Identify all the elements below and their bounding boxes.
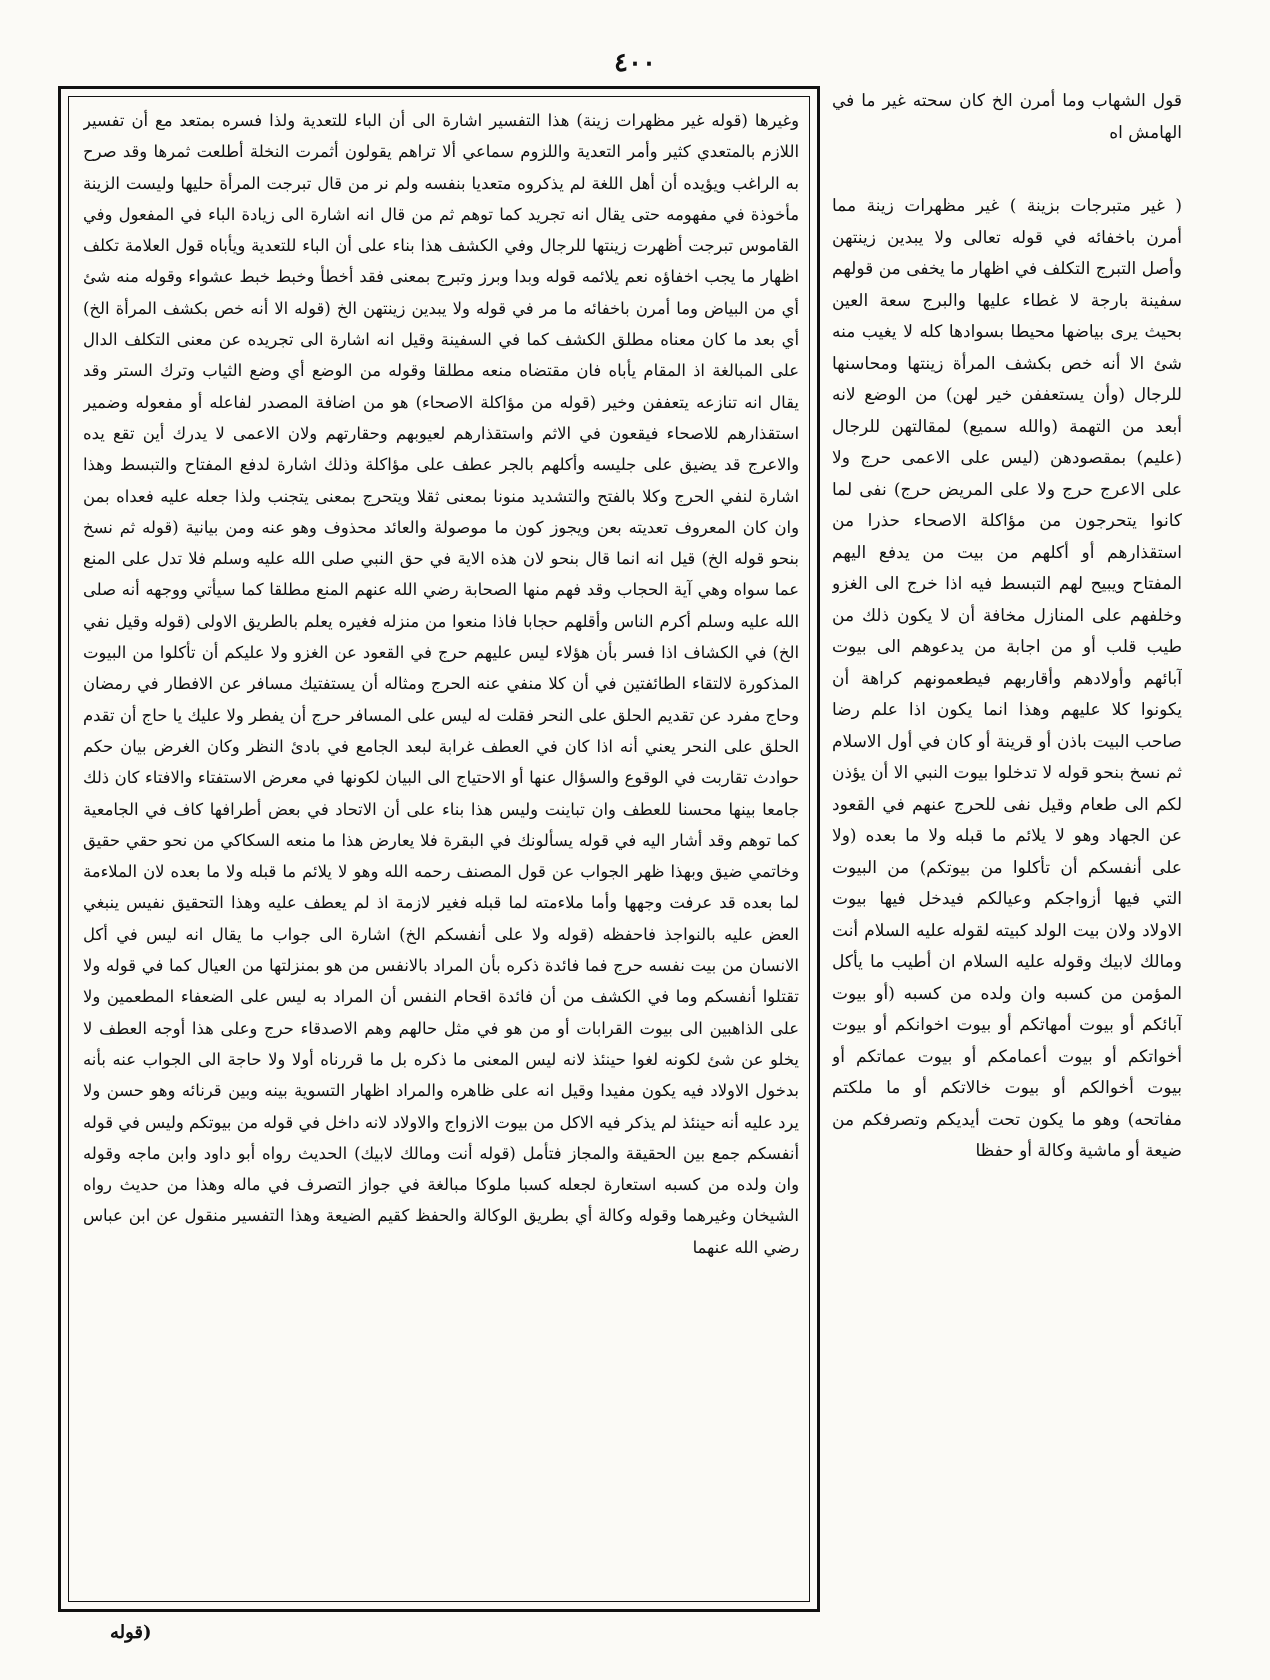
catchword: (قوله (110, 1622, 152, 1643)
main-text-inner-border (68, 96, 810, 1602)
main-text-frame (58, 86, 820, 1612)
marginal-top-note: قول الشهاب وما أمرن الخ كان سحته غير ما في الهامش اه (832, 91, 1182, 143)
marginal-paragraph: ( غير متبرجات بزينة ) غير مظهرات زينة مما أمرن باخفائه في قوله تعالى ولا يبدين زينتهن وأصل التبرج التكلف في اظهار ما يخفى من قولهم سفينة بارجة لا غطاء عليها والبرج سعة العين بحيث يرى بياضها محيطا بسوادها كله لا يغيب منه شئ الا أنه خص بكشف المرأة زينتها ومحاسنها للرجال (وأن يستعففن خير لهن) من الوضع لانه أبعد من التهمة (والله سميع) لمقالتهن للرجال (عليم) بمقصودهن (ليس على الاعمى حرج ولا على الاعرج حرج ولا على المريض حرج) نفى لما كانوا يتحرجون من مؤاكلة الاصحاء حذرا من استقذارهم أو أكلهم من بيت من يدفع اليهم المفتاح ويبيح لهم التبسط فيه اذا خرج الى الغزو وخلفهم على المنازل مخافة أن لا يكون ذلك من طيب قلب أو من اجابة من يدعوهم الى بيوت آبائهم وأولادهم وأقاربهم فيطعمونهم كراهة أن يكونوا كلا عليهم وهذا انما يكون اذا علم رضا صاحب البيت باذن أو قرينة أو كان في أول الاسلام ثم نسخ بنحو قوله لا تدخلوا بيوت النبي الا أن يؤذن لكم الى طعام وقيل نفى للحرج عنهم في القعود عن الجهاد وهو لا يلائم ما قبله ولا ما بعده (ولا على أنفسكم أن تأكلوا من بيوتكم) من البيوت التي فيها أزواجكم وعيالكم فيدخل فيها بيوت الاولاد ولان بيت الولد كبيته لقوله عليه السلام أنت ومالك لابيك وقوله عليه السلام ان أطيب ما يأكل المؤمن من كسبه وان ولده من كسبه (أو بيوت آبائكم أو بيوت أمهاتكم أو بيوت اخوانكم أو بيوت أخواتكم أو بيوت أعمامكم أو بيوت عماتكم أو بيوت أخوالكم أو بيوت خالاتكم أو ما ملكتم مفاتحه) وهو ما يكون تحت أيديكم وتصرفكم من ضيعة أو ماشية وكالة أو حفظا (832, 196, 1182, 1161)
marginal-commentary-column (832, 86, 1182, 1446)
main-commentary-column (83, 105, 799, 1593)
main-paragraph: وغيرها (قوله غير مظهرات زينة) هذا التفسير اشارة الى أن الباء للتعدية ولذا فسره بمتعد مع أن تفسير اللازم بالمتعدي كثير وأمر التعدية واللزوم سماعي ألا تراهم يقولون أثمرت النخلة أطلعت ثمرها وقد صرح به الراغب ويؤيده أن أهل اللغة لم يذكروه متعديا بنفسه ولم نر من قال تبرجت المرأة حليها وليست الزينة مأخوذة في مفهومه حتى يقال انه تجريد كما توهم ثم من قال انه اشارة الى زيادة الباء في المفعول وفي القاموس تبرجت أظهرت زينتها للرجال وفي الكشف هذا بناء على أن الباء للتعدية ويأباه قول العلامة تكلف اظهار ما يجب اخفاؤه نعم يلائمه قوله وبدا وبرز وتبرج بمعنى فقد أخطأ وخبط خبط عشواء وقوله منه شئ أي من البياض وما أمرن باخفائه ما مر في قوله ولا يبدين زينتهن الخ (قوله الا أنه خص بكشف المرأة الخ) أي بعد ما كان معناه مطلق الكشف كما في السفينة وقيل انه اشارة الى تجريده عن معنى التكلف الدال على المبالغة اذ المقام يأباه فان مقتضاه منعه مطلقا وقوله من الوضع أي وضع الثياب وترك الستر وقد يقال انه تنازعه يتعففن وخير (قوله من مؤاكلة الاصحاء) هو من اضافة المصدر لفاعله أو مفعوله وضمير استقذارهم للاصحاء فيقعون في الاثم واستقذارهم لعيوبهم وحقارتهم ولان الاعمى لا يدرك أين تقع يده والاعرج قد يضيق على جليسه وأكلهم بالجر عطف على مؤاكلة وذلك اشارة لدفع المفتاح والتبسط وهذا اشارة لنفي الحرج وكلا بالفتح والتشديد منونا بمعنى ثقلا ويتحرج بمعنى يتجنب ولذا جعله عليه فعداه بمن وان كان المعروف تعديته بعن ويجوز كون ما موصولة والعائد محذوف وهو عنه ومن بيانية (قوله ثم نسخ بنحو قوله الخ) قيل انه انما قال بنحو لان هذه الاية في حق النبي صلى الله عليه وسلم فلا تدل على المنع عما سواه وهي آية الحجاب وقد فهم منها الصحابة رضي الله عنهم المنع مطلقا كما سيأتي ووجهه أنه صلى الله عليه وسلم أكرم الناس وأقلهم حجابا فاذا منعوا من منزله فغيره يعلم بالطريق الاولى (قوله وقيل نفي الخ) في الكشاف اذا فسر بأن هؤلاء ليس عليهم حرج في القعود عن الغزو ولا عليكم أن تأكلوا من البيوت المذكورة لالتقاء الطائفتين في أن كلا منفي عنه الحرج ومثاله أن يستفتيك مسافر عن الافطار في رمضان وحاج مفرد عن تقديم الحلق على النحر فقلت له ليس على المسافر حرج أن يفطر ولا عليك يا حاج أن تقدم الحلق على النحر يعني أنه اذا كان في العطف غرابة لبعد الجامع في بادئ النظر وكان الغرض بيان حكم حوادث تقاربت في الوقوع والسؤال عنها أو الاحتياج الى البيان لكونها في معرض الاستفتاء والافتاء كان ذلك جامعا بينها محسنا للعطف وان تباينت وليس هذا بناء على أن الاتحاد في بعض أطرافها كاف في الجامعية كما توهم وقد أشار اليه في قوله يسألونك في البقرة فلا يعارض هذا ما منعه السكاكي من نحو حقي حقيق وخاتمي ضيق وبهذا ظهر الجواب عن قول المصنف رحمه الله وهو لا يلائم ما قبله ولا ما بعده لان الملاءمة لما بعده قد عرفت وجهها وأما ملاءمته لما قبله فغير لازمة اذ لم يعطف عليه وهذا التحقيق نفيس ينبغي العض عليه بالنواجذ فاحفظه (قوله ولا على أنفسكم الخ) اشارة الى جواب ما يقال انه ليس في أكل الانسان من بيت نفسه حرج فما فائدة ذكره بأن المراد بالانفس من هو بمنزلتها من العيال كما في قوله ولا تقتلوا أنفسكم وما في الكشف من أن فائدة اقحام النفس أن المراد به ليس على الضعفاء المطعمين ولا على الذاهبين الى بيوت القرابات أو من هو في مثل حالهم وهم الاصدقاء حرج وعلى هذا أوجه العطف لا يخلو عن شئ لكونه لغوا حينئذ لانه ليس المعنى ما ذكره بل ما قررناه أولا ولا حاجة الى الجواب عنه بأنه بدخول الاولاد فيه يكون مفيدا وقيل انه على ظاهره والمراد اظهار التسوية بينه وبين قرنائه وهو حسن ولا يرد عليه أنه حينئذ لم يذكر فيه الاكل من بيوت الازواج والاولاد لانه داخل في قوله من بيوتكم وليس في قوله أنفسكم جمع بين الحقيقة والمجاز فتأمل (قوله أنت ومالك لابيك) الحديث رواه أبو داود وابن ماجه وقوله وان ولده من كسبه استعارة لجعله كسبا ملوكا مبالغة في جواز التصرف في ماله وهذا من حديث رواه الشيخان وغيرهما وقوله وكالة أي بطريق الوكالة والحفظ كقيم الضيعة وهذا التفسير منقول عن ابن عباس رضي الله عنهما (83, 111, 799, 1257)
page-number: ٤٠٠ (614, 48, 656, 78)
